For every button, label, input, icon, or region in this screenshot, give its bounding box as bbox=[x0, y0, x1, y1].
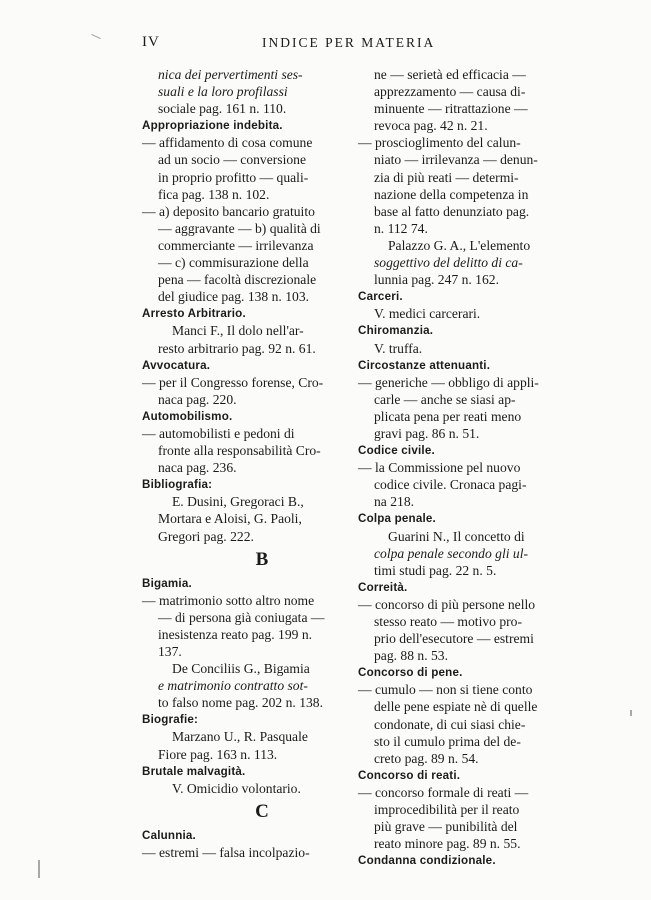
index-line: Marzano U., R. Pasquale bbox=[172, 729, 308, 745]
index-heading: Circostanze attenuanti. bbox=[358, 358, 491, 372]
index-line: apprezzamento — causa di- bbox=[374, 84, 526, 100]
running-title: INDICE PER MATERIA bbox=[262, 35, 436, 50]
index-line: sto il cumulo prima del de- bbox=[374, 733, 521, 749]
index-line: suali e la loro profilassi bbox=[158, 84, 288, 100]
index-line: 137. bbox=[158, 644, 182, 659]
index-line: del giudice pag. 138 n. 103. bbox=[158, 289, 310, 305]
index-line: prio dell'esecutore — estremi bbox=[374, 631, 534, 647]
index-line: Palazzo G. A., L'elemento bbox=[388, 237, 531, 253]
right-column bbox=[358, 66, 554, 869]
index-line: — a) deposito bancario gratuito bbox=[142, 203, 315, 219]
index-line: na 218. bbox=[374, 494, 415, 510]
index-heading: Correità. bbox=[358, 580, 408, 594]
index-line: più grave — punibilità del bbox=[374, 819, 518, 835]
index-line: pena — facoltà discrezionale bbox=[158, 272, 317, 288]
index-line: Gregori pag. 222. bbox=[158, 528, 254, 544]
index-heading: Codice civile. bbox=[358, 444, 435, 458]
index-line: sociale pag. 161 n. 110. bbox=[158, 101, 287, 117]
index-line: pag. 88 n. 53. bbox=[374, 648, 449, 664]
index-line: V. medici carcerari. bbox=[374, 306, 481, 322]
index-heading: Calunnia. bbox=[142, 828, 196, 842]
scan-speck bbox=[630, 710, 632, 716]
scan-speck bbox=[91, 34, 100, 39]
index-line: soggettivo del delitto di ca- bbox=[374, 255, 523, 271]
index-heading: Chiromanzia. bbox=[358, 324, 434, 338]
index-line: reato minore pag. 89 n. 55. bbox=[374, 836, 521, 852]
index-line: fronte alla responsabilità Cro- bbox=[158, 443, 321, 459]
index-heading: Colpa penale. bbox=[358, 512, 436, 526]
index-line: revoca pag. 42 n. 21. bbox=[374, 118, 488, 134]
index-heading: Concorso di pene. bbox=[358, 666, 463, 680]
index-line: De Conciliis G., Bigamia bbox=[172, 661, 310, 677]
index-line: gravi pag. 86 n. 51. bbox=[374, 425, 480, 441]
index-line: — proscioglimento del calun- bbox=[358, 135, 521, 151]
index-line: ad un socio — conversione bbox=[158, 152, 306, 168]
index-line: — concorso di più persone nello bbox=[358, 596, 536, 612]
index-line: — estremi — falsa incolpazio- bbox=[142, 844, 310, 860]
index-line: ne — serietà ed efficacia — bbox=[374, 67, 526, 82]
index-line: — c) commisurazione della bbox=[158, 255, 309, 271]
index-heading: Brutale malvagità. bbox=[142, 764, 246, 778]
index-line: — aggravante — b) qualità di bbox=[158, 220, 321, 236]
index-line: condonate, di cui siasi chie- bbox=[374, 716, 526, 732]
index-line: timi studi pag. 22 n. 5. bbox=[374, 562, 497, 578]
index-line: Fiore pag. 163 n. 113. bbox=[158, 746, 278, 762]
index-line: E. Dusini, Gregoraci B., bbox=[172, 494, 304, 510]
index-line: minuente — ritrattazione — bbox=[374, 101, 528, 117]
index-heading: Bigamia. bbox=[142, 576, 192, 590]
index-heading: Biografie: bbox=[142, 713, 199, 727]
index-line: V. Omicidio volontario. bbox=[172, 780, 301, 796]
index-line: naca pag. 236. bbox=[158, 460, 237, 476]
section-letter: B bbox=[255, 548, 269, 570]
index-heading: Arresto Arbitrario. bbox=[142, 307, 246, 321]
index-line: delle pene espiate nè di quelle bbox=[374, 699, 538, 715]
index-line: fica pag. 138 n. 102. bbox=[158, 186, 270, 202]
index-line: — affidamento di cosa comune bbox=[142, 135, 313, 151]
index-heading: Carceri. bbox=[358, 290, 403, 304]
index-line: naca pag. 220. bbox=[158, 391, 237, 407]
index-line: — la Commissione pel nuovo bbox=[358, 460, 521, 476]
index-line: carle — anche se siasi ap- bbox=[374, 391, 516, 407]
index-heading: Bibliografia: bbox=[142, 478, 213, 492]
scan-speck bbox=[38, 860, 40, 878]
index-line: — generiche — obbligo di appli- bbox=[358, 374, 539, 390]
index-line: zia di più reati — determi- bbox=[374, 169, 519, 185]
index-line: — matrimonio sotto altro nome bbox=[142, 592, 315, 608]
index-line: base al fatto denunziato pag. bbox=[374, 203, 530, 219]
index-line: — automobilisti e pedoni di bbox=[142, 425, 295, 441]
index-line: lunnia pag. 247 n. 162. bbox=[374, 272, 499, 288]
index-line: e matrimonio contratto sot- bbox=[158, 678, 308, 694]
index-line: — concorso formale di reati — bbox=[358, 784, 529, 800]
index-line: — di persona già coniugata — bbox=[158, 609, 325, 625]
left-column bbox=[142, 66, 342, 861]
index-line: Manci F., Il dolo nell'ar- bbox=[172, 323, 304, 339]
index-line: resto arbitrario pag. 92 n. 61. bbox=[158, 340, 316, 356]
index-line: codice civile. Cronaca pagi- bbox=[374, 477, 527, 493]
page-number: IV bbox=[142, 34, 160, 50]
index-line: niato — irrilevanza — denun- bbox=[374, 152, 538, 168]
index-heading: Appropriazione indebita. bbox=[142, 119, 283, 133]
index-line: stesso reato — motivo pro- bbox=[374, 614, 522, 629]
index-line: — cumulo — non si tiene conto bbox=[358, 682, 533, 698]
index-line: Guarini N., Il concetto di bbox=[388, 528, 525, 544]
index-line: plicata pena per reati meno bbox=[374, 408, 522, 424]
index-line: improcedibilità per il reato bbox=[374, 802, 520, 818]
index-line: inesistenza reato pag. 199 n. bbox=[158, 626, 313, 642]
index-line: nazione della competenza in bbox=[374, 186, 529, 202]
index-line: Mortara e Aloisi, G. Paoli, bbox=[158, 511, 302, 527]
index-line: nica dei pervertimenti ses- bbox=[158, 67, 303, 82]
index-line: n. 112 74. bbox=[374, 220, 428, 236]
index-heading: Concorso di reati. bbox=[358, 768, 461, 782]
index-line: to falso nome pag. 202 n. 138. bbox=[158, 695, 323, 711]
index-line: in proprio profitto — quali- bbox=[158, 169, 309, 185]
index-line: — per il Congresso forense, Cro- bbox=[142, 374, 324, 390]
index-line: creto pag. 89 n. 54. bbox=[374, 750, 479, 766]
index-line: commerciante — irrilevanza bbox=[158, 237, 314, 253]
index-heading: Automobilismo. bbox=[142, 409, 233, 423]
index-heading: Condanna condizionale. bbox=[358, 854, 496, 868]
index-heading: Avvocatura. bbox=[142, 358, 211, 372]
index-line: V. truffa. bbox=[374, 340, 423, 356]
section-letter: C bbox=[255, 800, 269, 822]
index-line: colpa penale secondo gli ul- bbox=[374, 545, 529, 561]
